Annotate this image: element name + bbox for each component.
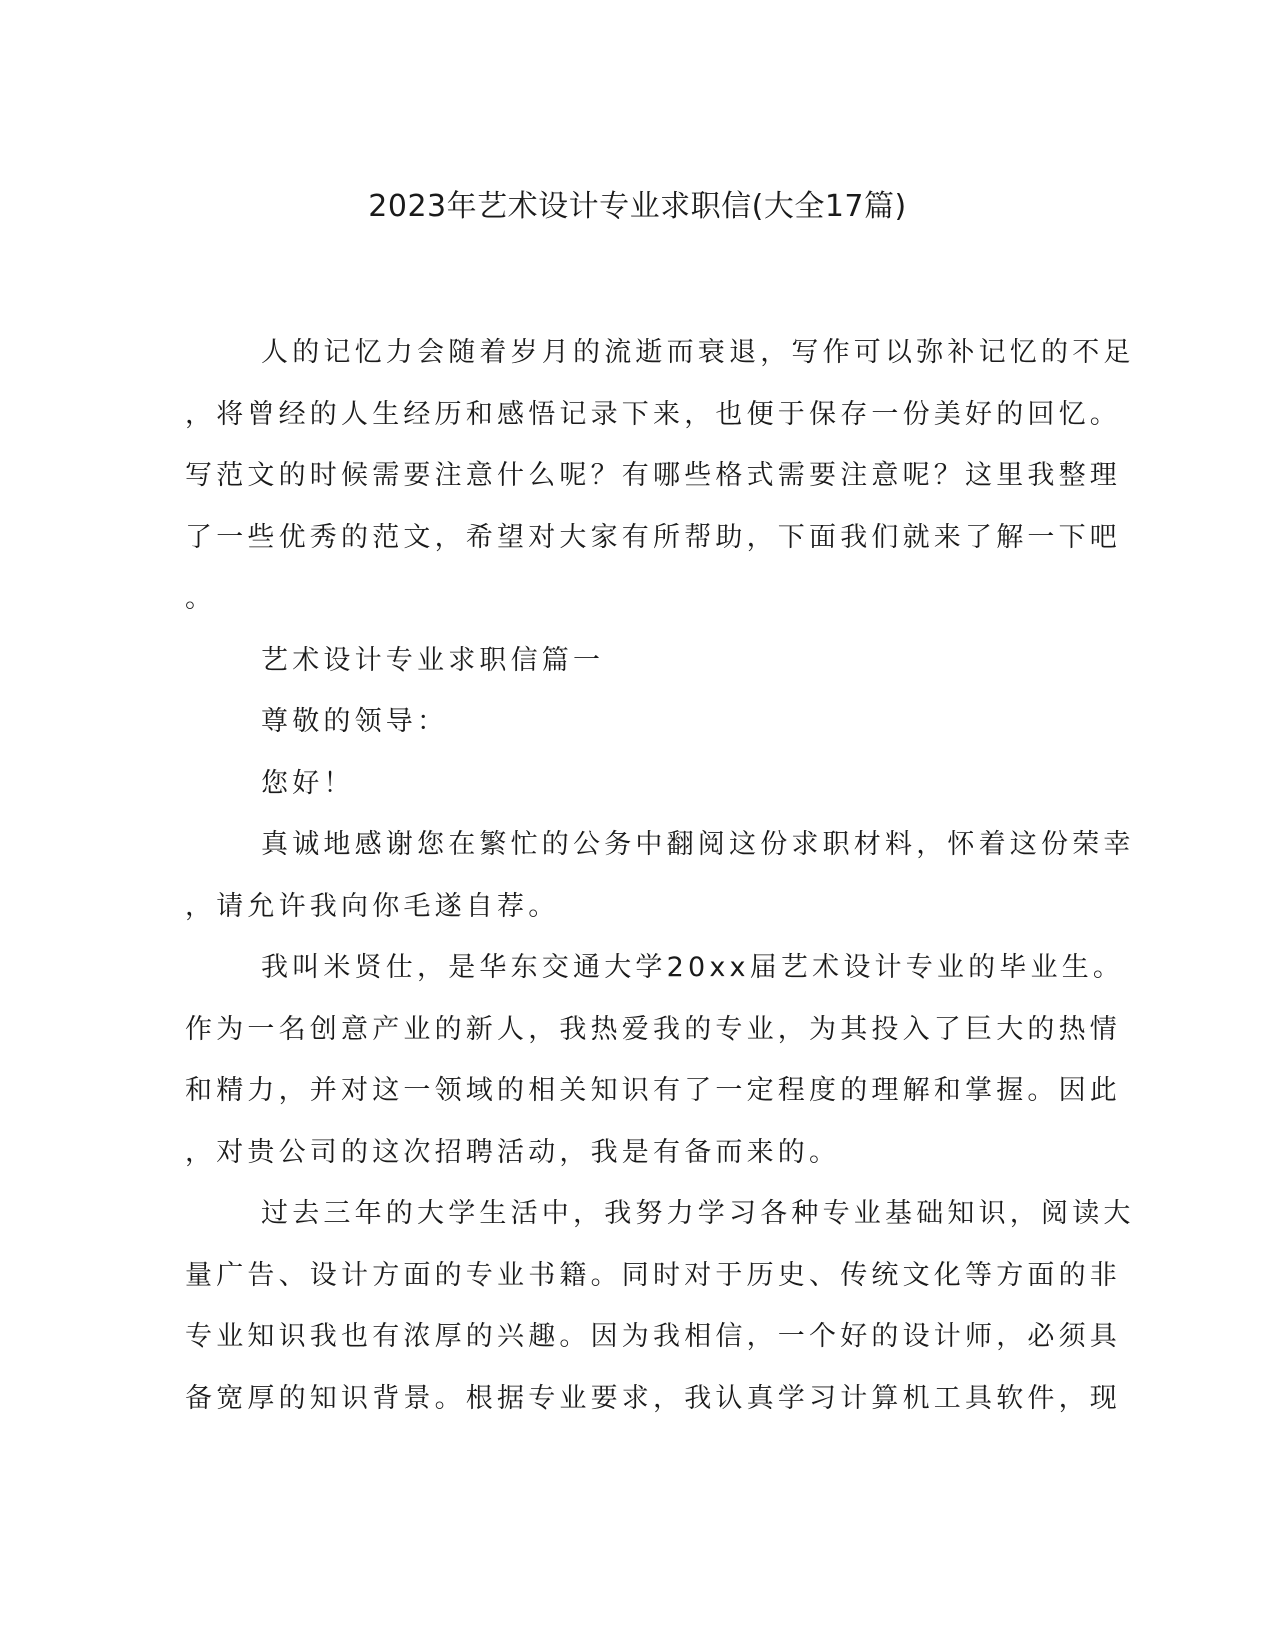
document-title: 2023年艺术设计专业求职信(大全17篇)	[368, 189, 907, 224]
text-line: 。	[185, 583, 217, 614]
text-line: 人的记忆力会随着岁月的流逝而衰退，写作可以弥补记忆的不足	[261, 337, 1135, 368]
text-line: ，对贵公司的这次招聘活动，我是有备而来的。	[185, 1136, 841, 1168]
text-line: 我叫米贤仕，是华东交通大学20xx届艺术设计专业的毕业生。	[261, 952, 1125, 983]
text-line: 过去三年的大学生活中，我努力学习各种专业基础知识，阅读大	[261, 1198, 1135, 1229]
document-body	[185, 322, 1135, 1429]
text-line: 和精力，并对这一领域的相关知识有了一定程度的理解和掌握。因此	[185, 1075, 1121, 1106]
text-line: 量广告、设计方面的专业书籍。同时对于历史、传统文化等方面的非	[185, 1259, 1121, 1291]
text-line: 作为一名创意产业的新人，我热爱我的专业，为其投入了巨大的热情	[185, 1013, 1121, 1045]
text-line: 尊敬的领导：	[261, 706, 449, 737]
text-line: 您好！	[261, 767, 355, 799]
text-line: ，请允许我向你毛遂自荐。	[185, 890, 560, 922]
text-line: 真诚地感谢您在繁忙的公务中翻阅这份求职材料，怀着这份荣幸	[261, 829, 1135, 860]
text-line: 备宽厚的知识背景。根据专业要求，我认真学习计算机工具软件，现	[185, 1382, 1121, 1414]
text-line: 了一些优秀的范文，希望对大家有所帮助，下面我们就来了解一下吧	[185, 521, 1121, 553]
text-line: 艺术设计专业求职信篇一	[261, 644, 605, 676]
text-line: ，将曾经的人生经历和感悟记录下来，也便于保存一份美好的回忆。	[185, 398, 1121, 430]
text-line: 专业知识我也有浓厚的兴趣。因为我相信，一个好的设计师，必须具	[185, 1321, 1121, 1352]
text-line: 写范文的时候需要注意什么呢？有哪些格式需要注意呢？这里我整理	[185, 460, 1121, 491]
